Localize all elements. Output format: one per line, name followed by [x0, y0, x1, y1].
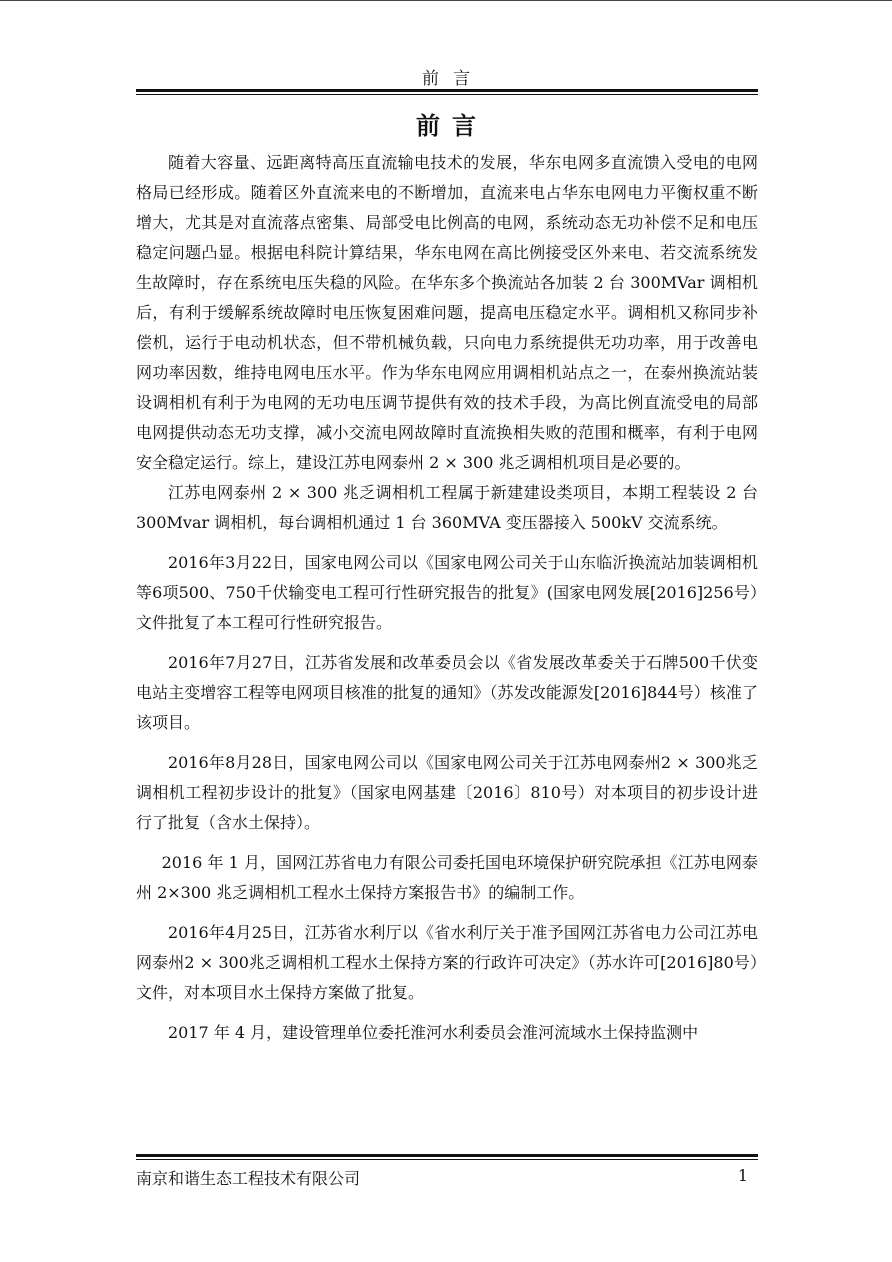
paragraph-soil-plan-approval: 2016年4月25日，江苏省水利厅以《省水利厅关于准予国网江苏省电力公司江苏电网泰州2 × 300兆乏调相机工程水土保持方案的行政许可决定》（苏水许可[2016]80号）文件，对本项目水土保持方案做了批复。 [136, 923, 758, 1002]
paragraph-background: 随着大容量、远距离特高压直流输电技术的发展，华东电网多直流馈入受电的电网格局已经形成。随着区外直流来电的不断增加，直流来电占华东电网电力平衡权重不断增大，尤其是对直流落点密集、局部受电比例高的电网，系统动态无功补偿不足和电压稳定问题凸显。根据电科院计算结果，华东电网在高比例接受区外来电、若交流系统发生故障时，存在系统电压失稳的风险。在华东多个换流站各加装 2 台 300MVar 调相机后，有利于缓解系统故障时电压恢复困难问题，提高电压稳定水平。调相机又称同步补偿机，运行于电动机状态，但不带机械负载，只向电力系统提供无功功率，用于改善电网功率因数，维持电网电压水平。作为华东电网应用调相机站点之一，在泰州换流站装设调相机有利于为电网的无功电压调节提供有效的技术手段，为高比例直流受电的局部电网提供动态无功支撑，减小交流电网故障时直流换相失败的范围和概率，有利于电网安全稳定运行。综上，建设江苏电网泰州 2 × 300 兆乏调相机项目是必要的。 [136, 153, 758, 472]
paragraph-project-approval: 2016年7月27日，江苏省发展和改革委员会以《省发展改革委关于石牌500千伏变电站主变增容工程等电网项目核准的批复的通知》（苏发改能源发[2016]844号）核准了该项目。 [136, 653, 758, 732]
footer-rule-thick [136, 1154, 758, 1157]
footer-company: 南京和谐生态工程技术有限公司 [136, 1169, 361, 1188]
body-text [136, 148, 758, 1048]
paragraph-preliminary-design: 2016年8月28日，国家电网公司以《国家电网公司关于江苏电网泰州2 × 300兆乏调相机工程初步设计的批复》（国家电网基建〔2016〕810号）对本项目的初步设计进行了批复（含水土保持）。 [136, 753, 758, 832]
page-heading: 前言 [416, 111, 488, 140]
footer-rule-thin [136, 1159, 758, 1160]
page-top-edge [0, 0, 892, 1]
page-number: 1 [737, 1166, 748, 1185]
paragraph-monitoring: 2017 年 4 月，建设管理单位委托淮河水利委员会淮河流域水土保持监测中 [168, 1023, 699, 1042]
header-rule-thick [136, 89, 758, 92]
header-rule-thin [136, 94, 758, 95]
paragraph-project-summary: 江苏电网泰州 2 × 300 兆乏调相机工程属于新建建设类项目，本期工程装设 2 台 300Mvar 调相机，每台调相机通过 1 台 360MVA 变压器接入 500kV 交流系统。 [136, 483, 758, 532]
page-footer [136, 1166, 758, 1189]
paragraph-soil-plan-commission: 2016 年 1 月，国网江苏省电力有限公司委托国电环境保护研究院承担《江苏电网泰州 2×300 兆乏调相机工程水土保持方案报告书》的编制工作。 [136, 853, 758, 902]
paragraph-feasibility-approval: 2016年3月22日，国家电网公司以《国家电网公司关于山东临沂换流站加装调相机等6项500、750千伏输变电工程可行性研究报告的批复》(国家电网发展[2016]256号）文件批复了本工程可行性研究报告。 [136, 553, 758, 632]
running-header-title: 前言 [422, 69, 484, 89]
